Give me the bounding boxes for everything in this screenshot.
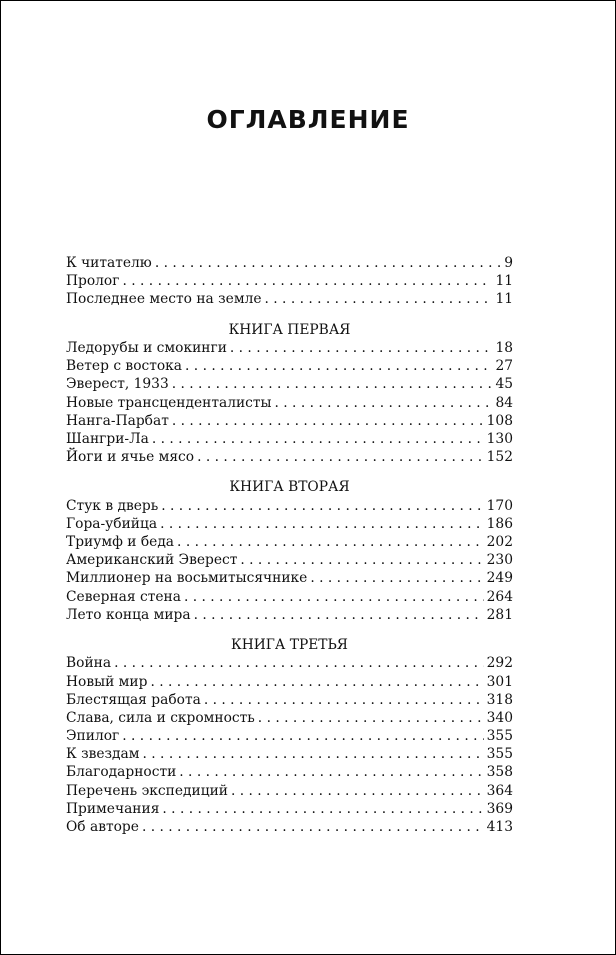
toc-entry [66,497,513,515]
toc-entry [66,727,513,745]
toc-entry-page: 84 [495,394,513,411]
toc-entry [66,394,513,412]
leader-dots [122,727,483,745]
toc-entry-page: 355 [486,728,513,745]
toc-entry [66,745,513,763]
toc-entry-label: Эверест, 1933 [66,376,169,393]
toc-entry-page: 358 [486,764,513,781]
toc-entry-label: Блестящая работа [66,691,201,708]
toc-entry [66,430,513,448]
leader-dots [258,709,484,727]
toc-entry-label: Благодарности [66,764,177,781]
toc-entry [66,818,513,836]
toc-entry [66,782,513,800]
toc-entry-label: Американский Эверест [66,552,238,569]
leader-dots [142,818,484,836]
toc-entry-page: 18 [495,339,513,356]
leader-dots [172,375,493,393]
toc-entry [66,375,513,393]
toc-entry-page: 130 [486,430,513,447]
toc-entry-label: Шангри-Ла [66,430,149,447]
leader-dots [310,569,483,587]
toc-entry [66,412,513,430]
toc-entry-page: 9 [504,255,513,271]
toc-entry-label: Эпилог [66,728,120,745]
leader-dots [231,782,484,800]
toc-entry-label: Стук в дверь [66,497,159,514]
toc-entry-label: Примечания [66,800,160,817]
toc-entry-page: 186 [486,515,513,532]
toc-entry [66,709,513,727]
leader-dots [122,272,492,290]
toc-entry-page: 108 [486,412,513,429]
toc-entry-label: К звездам [66,746,140,763]
toc-entry-label: Слава, сила и скромность [66,709,255,726]
toc-entry-page: 318 [486,691,513,708]
toc-entry [66,691,513,709]
toc-entry [66,254,513,272]
leader-dots [114,654,484,672]
toc-entry [66,588,513,606]
toc-entry-page: 152 [486,449,513,466]
toc-entry-page: 355 [486,746,513,763]
toc-entry [66,272,513,290]
leader-dots [240,551,483,569]
toc-entry [66,654,513,672]
page-title: ОГЛАВЛЕНИЕ [206,105,410,134]
toc-entry-page: 292 [486,655,513,672]
toc-entry-label: Нанга-Парбат [66,412,169,429]
toc-entry-label: Новый мир [66,673,148,690]
toc-entry-page: 27 [495,358,513,375]
book-heading: КНИГА ВТОРАЯ [229,479,350,496]
toc-entry-page: 170 [486,497,513,514]
toc-entry-label: Пролог [66,273,120,290]
toc-entry-label: Миллионер на восьмитысячнике [66,570,308,587]
toc-entry-page: 413 [486,819,513,835]
toc-entry-page: 281 [486,606,513,623]
toc-entry [66,569,513,587]
leader-dots [162,800,483,818]
toc-entry-label: Северная стена [66,588,181,605]
toc-entry-page: 202 [486,534,513,550]
toc-entry-label: Ледорубы и смокинги [66,339,227,356]
leader-dots [204,691,484,709]
toc-entry-label: Ветер с востока [66,358,183,375]
leader-dots [150,673,483,691]
leader-dots [265,290,493,308]
toc-entry [66,290,513,308]
toc-entry-label: Йоги и ячье мясо [66,449,195,466]
toc-entry [66,551,513,569]
leader-dots [179,763,483,781]
book-heading: КНИГА ТРЕТЬЯ [231,637,348,654]
toc-entry [66,763,513,781]
toc-entry [66,800,513,818]
toc-entry-page: 364 [486,782,513,799]
leader-dots [172,412,484,430]
leader-dots [143,745,484,763]
toc-entry [66,357,513,375]
book-heading: КНИГА ПЕРВАЯ [228,321,351,338]
toc-entry [66,606,513,624]
toc-entry [66,533,513,551]
table-of-contents [66,254,513,836]
leader-dots [230,339,493,357]
toc-entry-page: 340 [486,709,513,726]
toc-entry-label: Гора-убийца [66,515,158,532]
leader-dots [197,448,484,466]
toc-entry-label: Триумф и беда [66,534,175,550]
leader-dots [185,357,492,375]
toc-entry-label: Перечень экспедиций [66,782,228,799]
toc-entry [66,515,513,533]
toc-entry-page: 11 [495,273,513,290]
toc-entry-page: 230 [486,552,513,569]
leader-dots [275,394,493,412]
toc-entry-label: Об авторе [66,819,139,835]
toc-entry-label: Последнее место на земле [66,291,262,308]
toc-entry-page: 45 [495,376,513,393]
toc-entry-label: Новые трансценденталисты [66,394,272,411]
leader-dots [184,588,484,606]
toc-entry-page: 11 [495,291,513,308]
toc-entry-page: 264 [486,588,513,605]
toc-entry-page: 369 [486,800,513,817]
toc-entry-label: К читателю [66,255,152,271]
leader-dots [194,606,484,624]
leader-dots [155,254,501,272]
toc-entry-page: 249 [486,570,513,587]
toc-entry [66,673,513,691]
leader-dots [161,497,483,515]
toc-entry [66,339,513,357]
toc-entry-page: 301 [486,673,513,690]
leader-dots [177,533,484,551]
toc-entry-label: Война [66,655,112,672]
leader-dots [160,515,484,533]
toc-entry-label: Лето конца мира [66,606,191,623]
leader-dots [152,430,484,448]
toc-entry [66,448,513,466]
